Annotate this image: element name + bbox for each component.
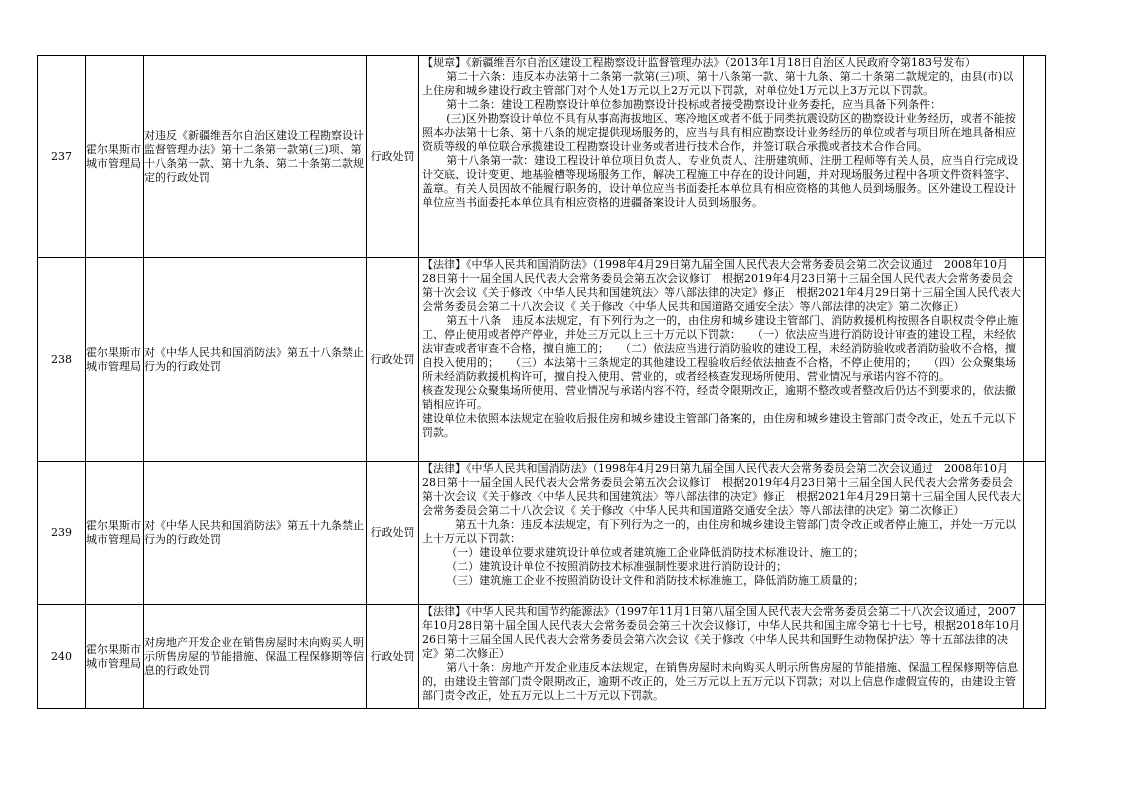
table-row <box>38 462 1046 605</box>
basis-paragraph: 第五十九条：违反本法规定，有下列行为之一的，由住房和城乡建设主管部门责令改正或者停止施工，并处一万元以上十万元以下罚款： <box>422 518 1016 545</box>
basis-paragraph: 【法律】《中华人民共和国消防法》（1998年4月29日第九届全国人民代表大会常务委员会第二次会议通过 2008年10月28日第十一届全国人民代表大会常务委员会第五次会议修订 根据2019年4月23日第十三届全国人民代表大会常务委员会第十次会议《关于修改〈中华人民共和国建筑法〉等八部法律的决定》修正 根据2021年4月29日第十三届全国人民代表大会常务委员会第二十八次会议《 关于修改〈中华人民共和国道路交通安全法〉等八部法律的决定》第二次修正） <box>422 258 1021 313</box>
table-row <box>38 605 1046 709</box>
item-cell: 对违反《新疆维吾尔自治区建设工程勘察设计监督管理办法》第十二条第一款第(三)项、第十八条第一款、第十九条、第二十条第二款规定的行政处罚 <box>144 56 367 258</box>
row-number: 240 <box>38 605 86 709</box>
basis-paragraph: 【法律】《中华人民共和国节约能源法》（1997年11月1日第八届全国人民代表大会常务委员会第二十八次会议通过，2007年10月28日第十届全国人民代表大会常务委员会第三十次会议修订，中华人民共和国主席令第七十七号，根据2018年10月26日第十三届全国人民代表大会常务委员会第六次会议《关于修改〈中华人民共和国野生动物保护法〉等十五部法律的决定》第二次修正） <box>422 605 1020 660</box>
table-row <box>38 56 1046 258</box>
item-cell: 对《中华人民共和国消防法》第五十九条禁止行为的行政处罚 <box>144 462 367 605</box>
type-cell: 行政处罚 <box>367 56 419 258</box>
empty-cell <box>1024 605 1046 709</box>
type-cell: 行政处罚 <box>367 462 419 605</box>
item-cell: 对房地产开发企业在销售房屋时未向购买人明示所售房屋的节能措施、保温工程保修期等信息的行政处罚 <box>144 605 367 709</box>
basis-paragraph: (三)区外勘察设计单位不具有从事高海拔地区、寒冷地区或者不低于同类抗震设防区的勘察设计业务经历，或者不能按照本办法第十七条、第十八条的规定提供现场服务的，应当与具有相应勘察设计业务经历的单位或者与项目所在地具备相应资质等级的单位联合承揽建设工程勘察设计业务或者进行技术合作，并签订联合承揽或者技术合作合同。 <box>422 112 1016 153</box>
basis-paragraph: 第五十八条 违反本法规定，有下列行为之一的，由住房和城乡建设主管部门、消防救援机构按照各自职权责令停止施工、停止使用或者停产停业，并处三万元以上三十万元以下罚款： （一）依法应当进行消防设计审查的建设工程，未经依法审查或者审查不合格，擅自施工的； （二）依法应当进行消防验收的建设工程，未经消防验收或者消防验收不合格，擅自投入使用的； （三）本法第十三条规定的其他建设工程验收后经依法抽查不合格，不停止使用的； （四）公众聚集场所未经消防救援机构许可，擅自投入使用、营业的，或者经核查发现场所使用、营业情况与承诺内容不符的。 <box>422 314 1019 383</box>
basis-paragraph: 核查发现公众聚集场所使用、营业情况与承诺内容不符，经责令限期改正，逾期不整改或者整改后仍达不到要求的，依法撤销相应许可。 <box>422 384 1016 411</box>
department-cell: 霍尔果斯市城市管理局 <box>86 605 144 709</box>
basis-cell <box>419 258 1024 462</box>
department-cell: 霍尔果斯市城市管理局 <box>86 258 144 462</box>
table-row <box>38 258 1046 462</box>
basis-paragraph: 第八十条：房地产开发企业违反本法规定，在销售房屋时未向购买人明示所售房屋的节能措施、保温工程保修期等信息的，由建设主管部门责令限期改正，逾期不改正的，处三万元以上五万元以下罚款；对以上信息作虚假宣传的，由建设主管部门责令改正，处五万元以上二十万元以下罚款。 <box>422 661 1019 702</box>
basis-paragraph: 【规章】《新疆维吾尔自治区建设工程勘察设计监督管理办法》（2013年1月18日自治区人民政府令第183号发布） <box>422 56 976 69</box>
basis-paragraph: 【法律】《中华人民共和国消防法》（1998年4月29日第九届全国人民代表大会常务委员会第二次会议通过 2008年10月28日第十一届全国人民代表大会常务委员会第五次会议修订 根据2019年4月23日第十三届全国人民代表大会常务委员会第十次会议《关于修改〈中华人民共和国建筑法〉等八部法律的决定》修正 根据2021年4月29日第十三届全国人民代表大会常务委员会第二十八次会议《 关于修改〈中华人民共和国道路交通安全法〉等八部法律的决定》第二次修正） <box>422 462 1021 517</box>
empty-cell <box>1024 462 1046 605</box>
basis-cell <box>419 462 1024 605</box>
department-cell: 霍尔果斯市城市管理局 <box>86 462 144 605</box>
basis-paragraph: 第十二条：建设工程勘察设计单位参加勘察设计投标或者接受勘察设计业务委托，应当具备下列条件： <box>446 98 942 111</box>
empty-cell <box>1024 56 1046 258</box>
item-cell: 对《中华人民共和国消防法》第五十八条禁止行为的行政处罚 <box>144 258 367 462</box>
basis-paragraph: 建设单位未依照本法规定在验收后报住房和城乡建设主管部门备案的，由住房和城乡建设主管部门责令改正，处五千元以下罚款。 <box>422 412 1016 439</box>
row-number: 238 <box>38 258 86 462</box>
basis-cell <box>419 605 1024 709</box>
basis-paragraph: 第十八条第一款：建设工程设计单位项目负责人、专业负责人、注册建筑师、注册工程师等有关人员，应当自行完成设计交底、设计变更、地基验槽等现场服务工作，解决工程施工中存在的设计问题，并对现场服务过程中各项文件资料签字、盖章。有关人员因故不能履行职务的，设计单位应当书面委托本单位具有相应资格的其他人员到场服务。区外建设工程设计单位应当书面委托本单位具有相应资格的进疆备案设计人员到场服务。 <box>422 154 1019 209</box>
basis-paragraph: （一）建设单位要求建筑设计单位或者建筑施工企业降低消防技术标准设计、施工的； <box>446 546 865 559</box>
row-number: 237 <box>38 56 86 258</box>
row-number: 239 <box>38 462 86 605</box>
empty-cell <box>1024 258 1046 462</box>
department-cell: 霍尔果斯市城市管理局 <box>86 56 144 258</box>
basis-cell <box>419 56 1024 258</box>
basis-paragraph: 第二十六条：违反本办法第十二条第一款第(三)项、第十八条第一款、第十九条、第二十条第二款规定的，由县(市)以上住房和城乡建设行政主管部门对个人处1万元以上2万元以下罚款，对单位处1万元以上3万元以下罚款。 <box>422 70 1014 97</box>
basis-paragraph: （三）建筑施工企业不按照消防设计文件和消防技术标准施工，降低消防施工质量的； <box>446 574 865 587</box>
penalty-table <box>37 55 1046 709</box>
basis-paragraph: （二）建筑设计单位不按照消防技术标准强制性要求进行消防设计的； <box>446 560 788 573</box>
type-cell: 行政处罚 <box>367 605 419 709</box>
type-cell: 行政处罚 <box>367 258 419 462</box>
